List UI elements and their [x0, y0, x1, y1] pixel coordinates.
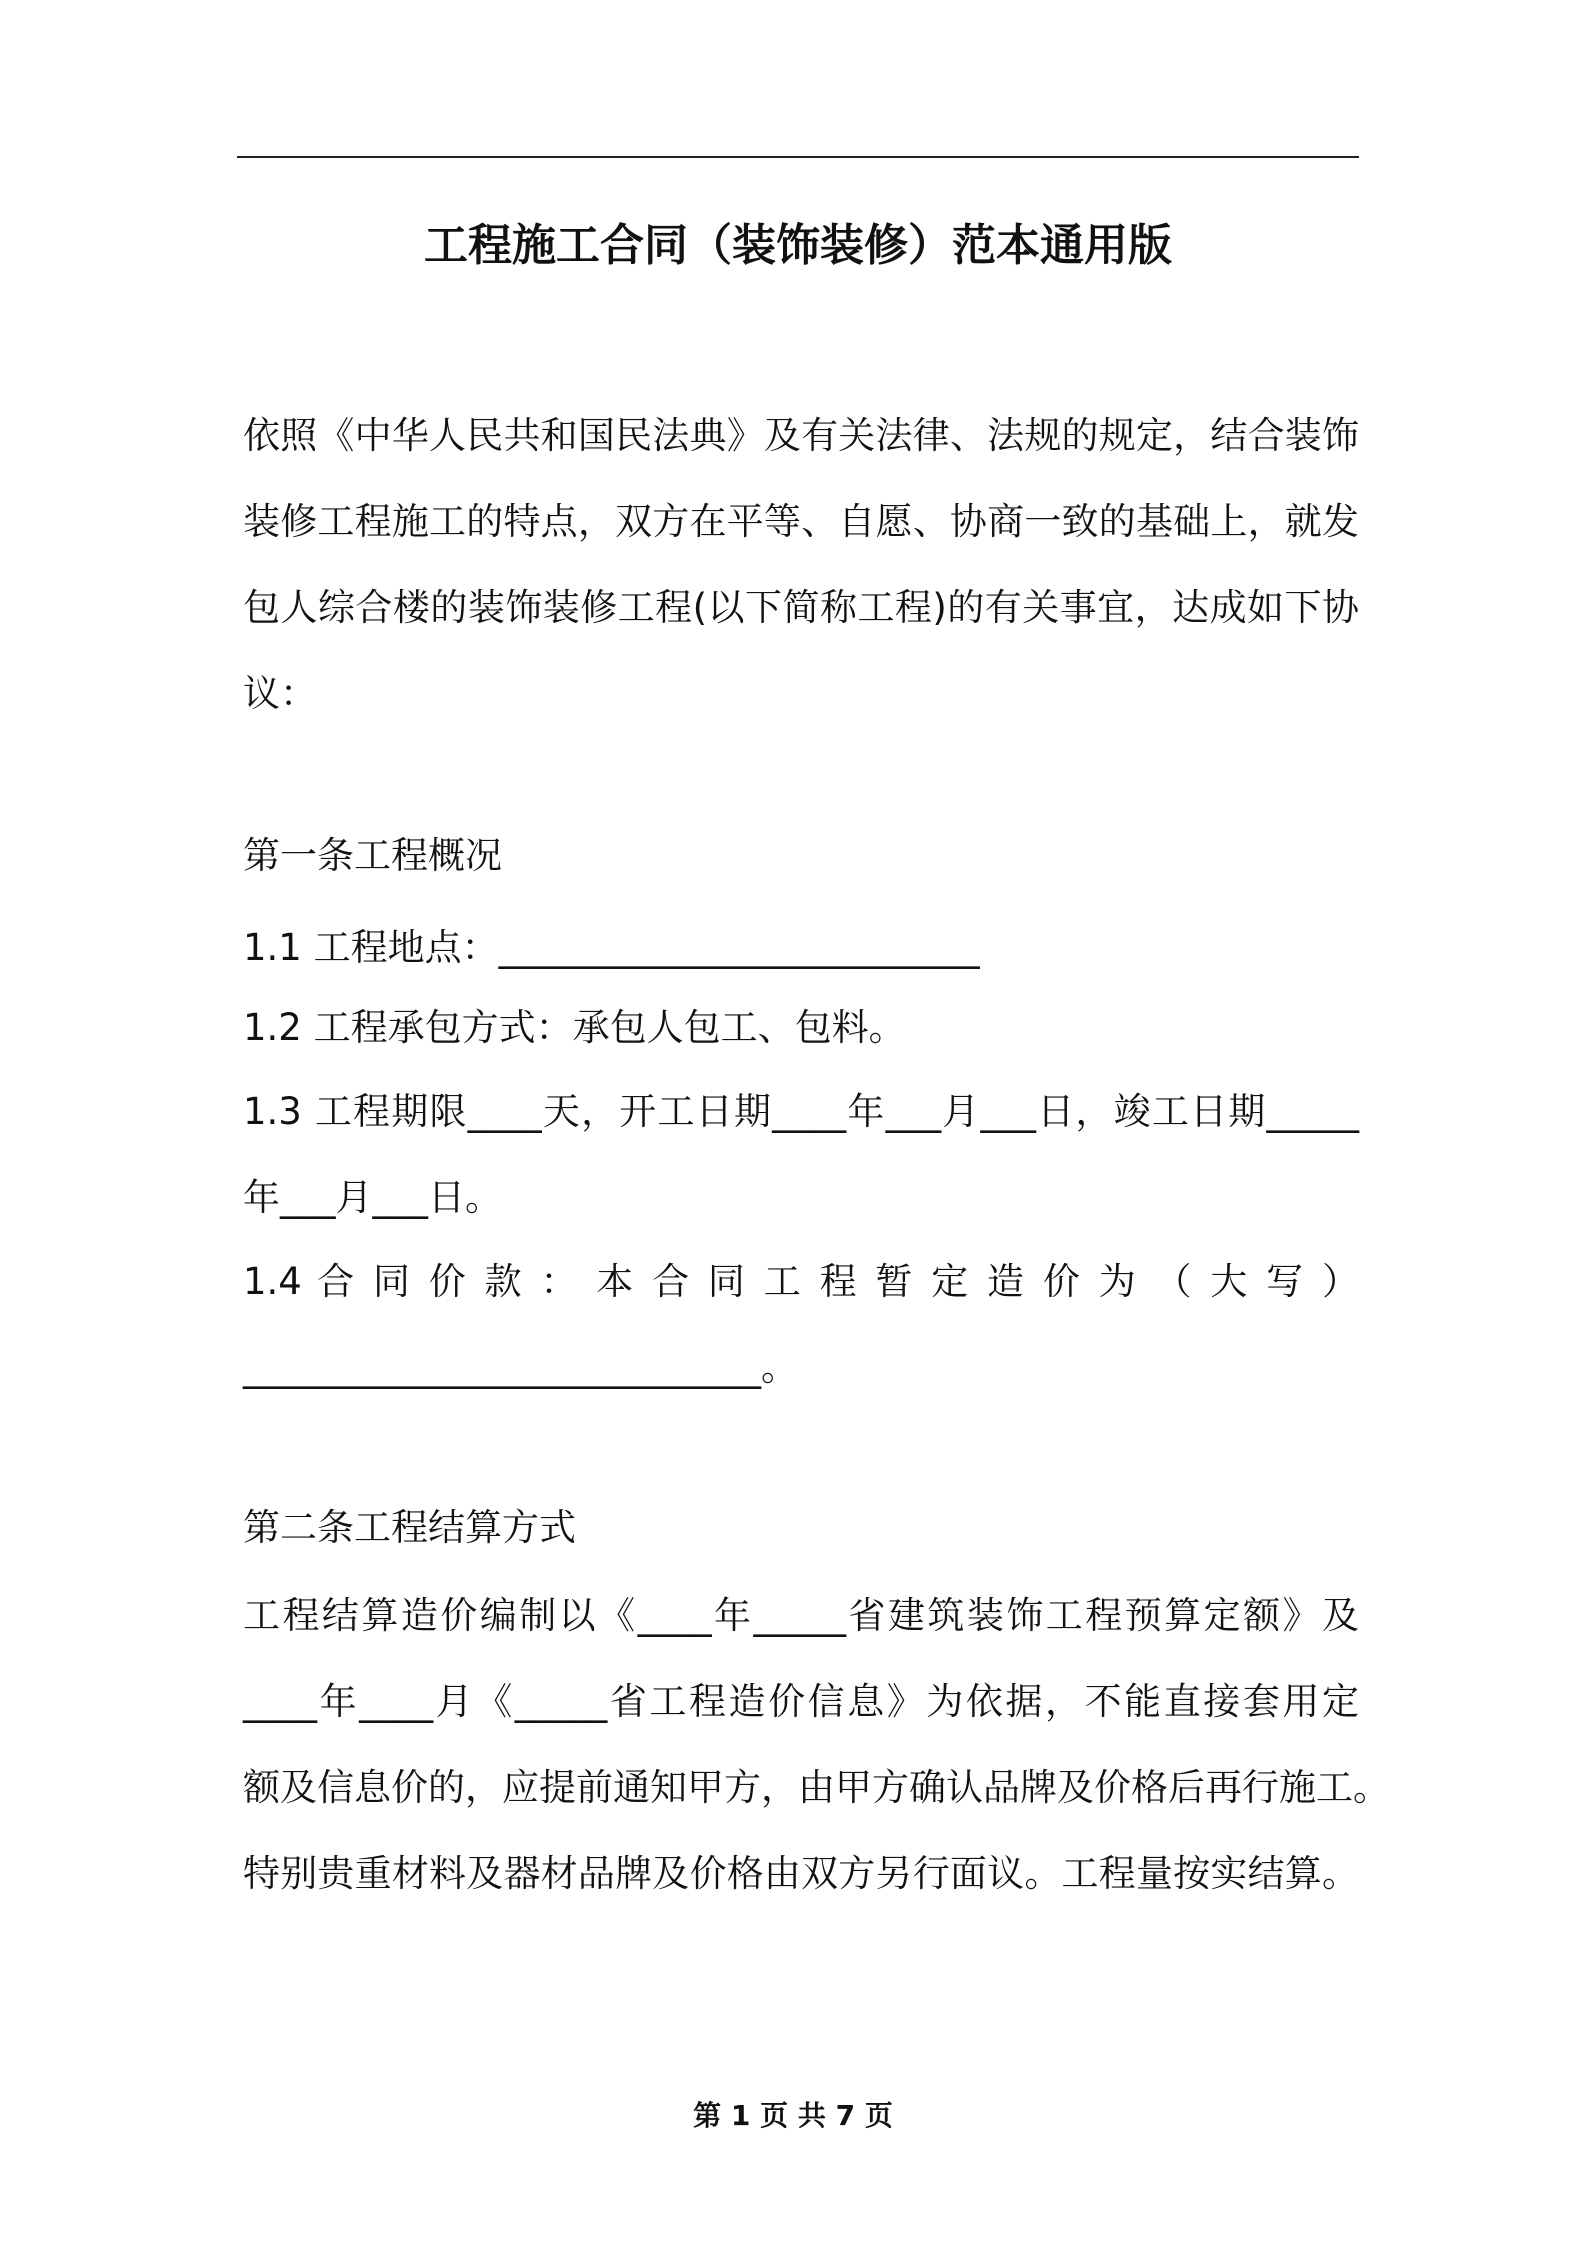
intro-line-3: 包人综合楼的装饰装修工程(以下简称工程)的有关事宜，达成如下协 — [243, 586, 1359, 629]
item-1-4-line-1: 1.4 合 同 价 款 ： 本 合 同 工 程 暂 定 造 价 为 （ 大 写 ） — [243, 1260, 1359, 1303]
item-1-2: 1.2 工程承包方式：承包人包工、包料。 — [243, 1006, 906, 1049]
intro-line-1: 依照《中华人民共和国民法典》及有关法律、法规的规定，结合装饰 — [243, 414, 1359, 457]
article-1-heading: 第一条工程概况 — [243, 834, 502, 877]
item-1-3-line-1: 1.3 工程期限____天，开工日期____年___月___日，竣工日期_____ — [243, 1090, 1359, 1133]
page-number: 第 1 页 共 7 页 — [693, 2099, 893, 2132]
article-2-line-3: 额及信息价的，应提前通知甲方，由甲方确认品牌及价格后再行施工。 — [243, 1766, 1390, 1809]
article-2-heading: 第二条工程结算方式 — [243, 1506, 576, 1549]
document-title: 工程施工合同（装饰装修）范本通用版 — [424, 220, 1172, 271]
item-1-1: 1.1 工程地点：__________________________ — [243, 926, 980, 969]
article-2-line-1: 工程结算造价编制以《____年_____省建筑装饰工程预算定额》及 — [243, 1594, 1359, 1637]
intro-line-4: 议： — [243, 672, 317, 715]
item-1-4-line-2: ____________________________。 — [243, 1346, 798, 1389]
item-1-3-line-2: 年___月___日。 — [243, 1176, 502, 1219]
article-2-line-4: 特别贵重材料及器材品牌及价格由双方另行面议。工程量按实结算。 — [243, 1852, 1359, 1895]
intro-line-2: 装修工程施工的特点，双方在平等、自愿、协商一致的基础上，就发 — [243, 500, 1359, 543]
header-rule — [237, 156, 1359, 158]
article-2-line-2: ____年____月《_____省工程造价信息》为依据，不能直接套用定 — [243, 1680, 1359, 1723]
